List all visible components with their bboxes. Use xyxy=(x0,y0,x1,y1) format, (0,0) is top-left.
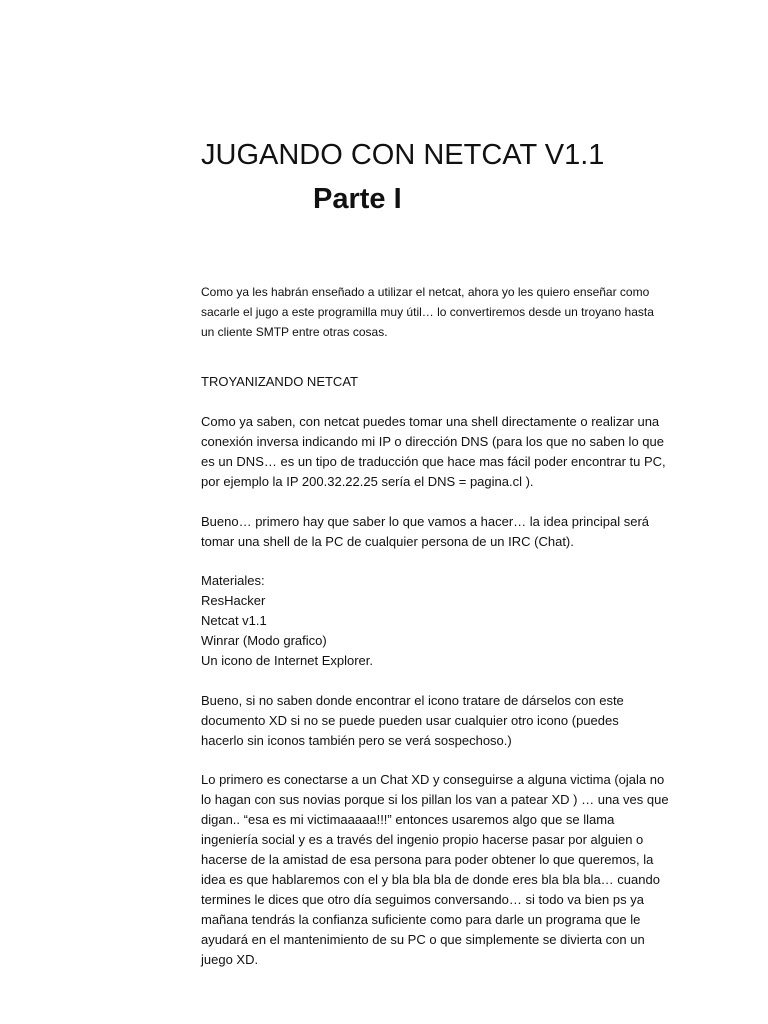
paragraph-4 xyxy=(201,770,701,970)
paragraph-3 xyxy=(201,691,701,751)
text-line: Lo primero es conectarse a un Chat XD y conseguirse a alguna victima (ojala no xyxy=(201,772,665,787)
text-line: digan.. “esa es mi victimaaaaa!!!” entonces usaremos algo que se llama xyxy=(201,812,615,827)
text-line: tomar una shell de la PC de cualquier persona de un IRC (Chat). xyxy=(201,534,574,549)
material-item: Winrar (Modo grafico) xyxy=(201,633,327,648)
document-subtitle: Parte I xyxy=(313,183,402,215)
text-line: por ejemplo la IP 200.32.22.25 sería el DNS = pagina.cl ). xyxy=(201,474,534,489)
text-line: termines le dices que otro día seguimos conversando… si todo va bien ps ya xyxy=(201,892,644,907)
text-line: un cliente SMTP entre otras cosas. xyxy=(201,325,388,339)
material-item: Netcat v1.1 xyxy=(201,613,267,628)
paragraph-1 xyxy=(201,412,701,492)
intro-paragraph xyxy=(201,282,701,342)
materials-heading: Materiales: xyxy=(201,573,265,588)
text-line: sacarle el jugo a este programilla muy útil… lo convertiremos desde un troyano hasta xyxy=(201,305,654,319)
material-item: ResHacker xyxy=(201,593,266,608)
materials-list xyxy=(201,571,701,671)
text-line: Como ya saben, con netcat puedes tomar una shell directamente o realizar una xyxy=(201,414,660,429)
text-line: mañana tendrás la confianza suficiente como para darle un programa que le xyxy=(201,912,641,927)
text-line: hacerlo sin iconos también pero se verá sospechoso.) xyxy=(201,733,512,748)
text-line: juego XD. xyxy=(201,952,259,967)
text-line: Bueno, si no saben donde encontrar el icono tratare de dárselos con este xyxy=(201,693,624,708)
text-line: hacerse de la amistad de esa persona para poder obtener lo que queremos, la xyxy=(201,852,654,867)
material-item: Un icono de Internet Explorer. xyxy=(201,653,373,668)
paragraph-2 xyxy=(201,512,701,552)
text-line: Como ya les habrán enseñado a utilizar el netcat, ahora yo les quiero enseñar como xyxy=(201,285,650,299)
text-line: lo hagan con sus novias porque si los pillan los van a patear XD ) … una ves que xyxy=(201,792,669,807)
text-line: ayudará en el mantenimiento de su PC o que simplemente se divierta con un xyxy=(201,932,645,947)
text-line: ingeniería social y es a través del ingenio propio hacerse pasar por alguien o xyxy=(201,832,644,847)
text-line: documento XD si no se puede pueden usar cualquier otro icono (puedes xyxy=(201,713,619,728)
text-line: Bueno… primero hay que saber lo que vamos a hacer… la idea principal será xyxy=(201,514,650,529)
text-line: es un DNS… es un tipo de traducción que hace mas fácil poder encontrar tu PC, xyxy=(201,454,666,469)
text-line: conexión inversa indicando mi IP o dirección DNS (para los que no saben lo que xyxy=(201,434,664,449)
document-title: JUGANDO CON NETCAT V1.1 xyxy=(201,139,605,171)
text-line: idea es que hablaremos con el y bla bla bla de donde eres bla bla bla… cuando xyxy=(201,872,660,887)
section-heading: TROYANIZANDO NETCAT xyxy=(201,374,358,389)
